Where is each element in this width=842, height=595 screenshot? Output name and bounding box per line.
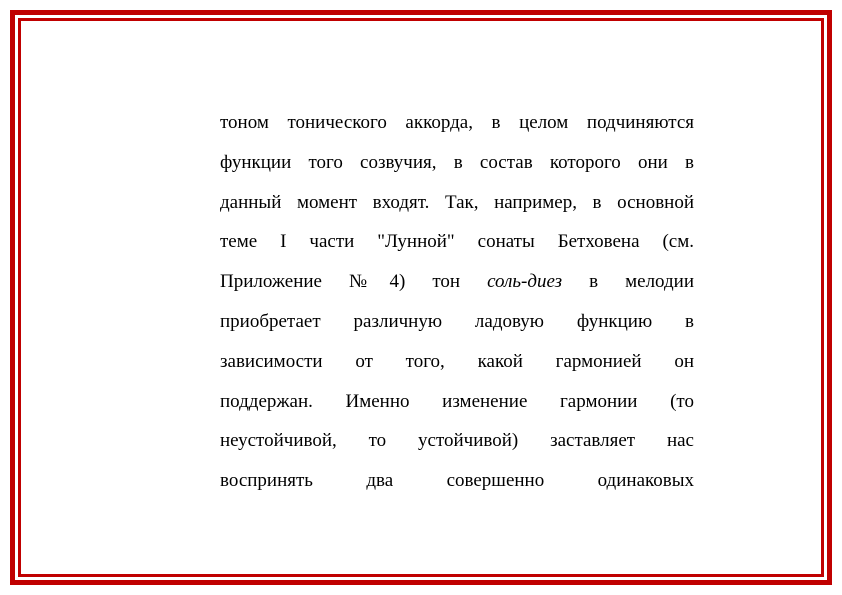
text-segment: в мелодии xyxy=(589,271,695,293)
text-segment: Приложение №4) тон xyxy=(220,271,461,293)
text-line-4: теме I части "Лунной" сонаты Бетховена (см. xyxy=(220,231,694,253)
text-line-5-content xyxy=(220,262,694,302)
italic-note-name: соль-диез xyxy=(487,271,563,293)
text-line-2: функции того созвучия, в состав которого они в xyxy=(220,151,694,173)
text-line-10: воспринять два совершенно одинаковых xyxy=(220,470,694,492)
text-line-6: приобретает различную ладовую функцию в xyxy=(220,310,694,332)
text-line-1: тоном тонического аккорда, в целом подчиняются xyxy=(220,112,694,133)
text-line-9: неустойчивой, то устойчивой) заставляет нас xyxy=(220,430,694,452)
text-line-3: данный момент входят. Так, например, в основной xyxy=(220,191,694,213)
text-line-5 xyxy=(220,262,694,302)
text-line-8: поддержан. Именно изменение гармонии (то xyxy=(220,390,694,412)
body-text xyxy=(220,103,694,501)
text-line-7: зависимости от того, какой гармонией он xyxy=(220,350,694,372)
